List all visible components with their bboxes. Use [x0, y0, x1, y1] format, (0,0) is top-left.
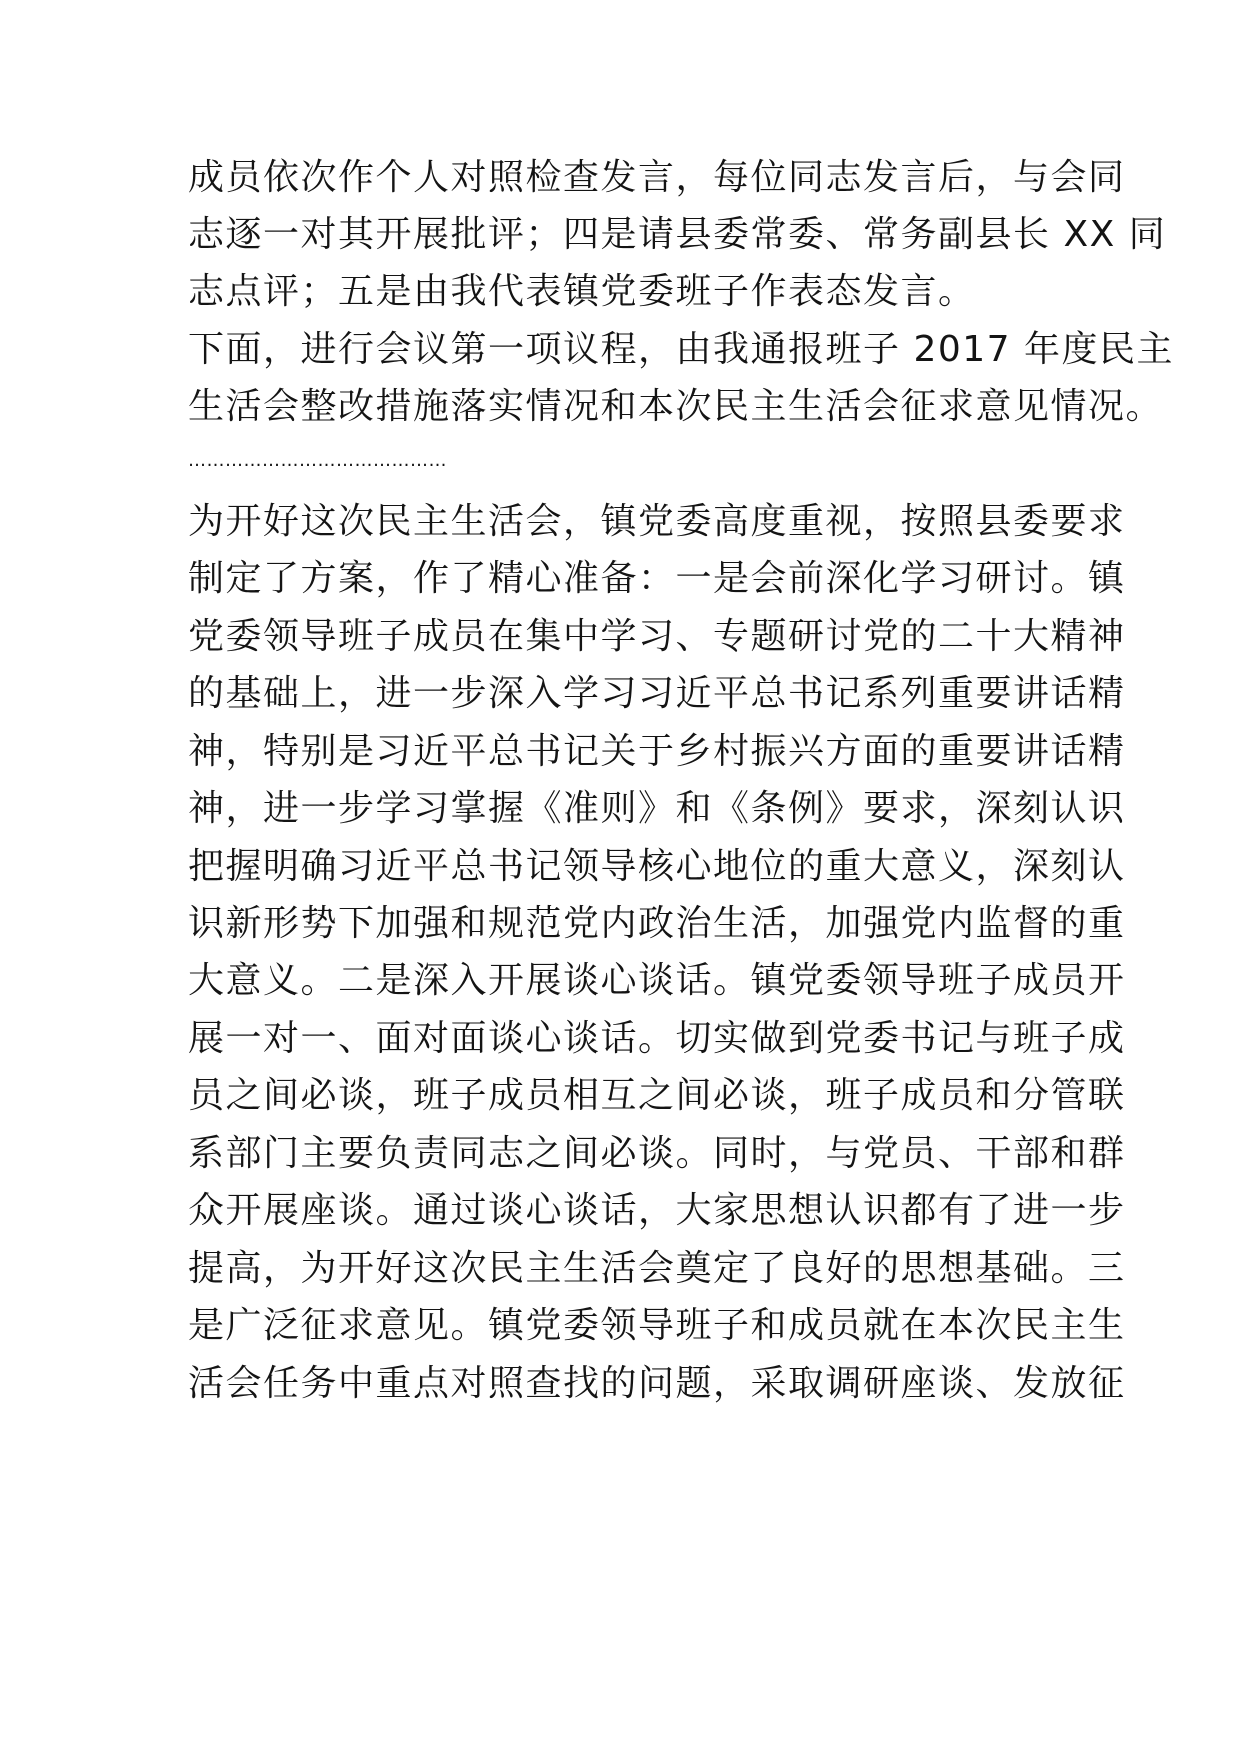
- text-line: 党委领导班子成员在集中学习、专题研讨党的二十大精神: [188, 616, 1126, 657]
- text-line: 为开好这次民主生活会，镇党委高度重视，按照县委要求: [188, 501, 1126, 542]
- text-line: 生活会整改措施落实情况和本次民主生活会征求意见情况。: [188, 386, 1164, 427]
- text-line: 是广泛征求意见。镇党委领导班子和成员就在本次民主生: [188, 1305, 1126, 1346]
- text-line: 系部门主要负责同志之间必谈。同时，与党员、干部和群: [188, 1133, 1126, 1174]
- text-line: 员之间必谈，班子成员相互之间必谈，班子成员和分管联: [188, 1075, 1126, 1116]
- ellipsis-separator: ……………………………………: [188, 450, 447, 471]
- text-line: 识新形势下加强和规范党内政治生活，加强党内监督的重: [188, 903, 1126, 944]
- text-line: 志点评；五是由我代表镇党委班子作表态发言。: [188, 271, 976, 312]
- text-line: 大意义。二是深入开展谈心谈话。镇党委领导班子成员开: [188, 960, 1126, 1001]
- text-line: 把握明确习近平总书记领导核心地位的重大意义，深刻认: [188, 846, 1126, 887]
- text-line: 制定了方案，作了精心准备：一是会前深化学习研讨。镇: [188, 558, 1126, 599]
- text-line: 神，进一步学习掌握《准则》和《条例》要求，深刻认识: [188, 788, 1126, 829]
- text-line: 成员依次作个人对照检查发言，每位同志发言后，与会同: [188, 157, 1126, 198]
- text-line: 神，特别是习近平总书记关于乡村振兴方面的重要讲话精: [188, 731, 1126, 772]
- text-line: 活会任务中重点对照查找的问题，采取调研座谈、发放征: [188, 1363, 1126, 1404]
- text-line: 提高，为开好这次民主生活会奠定了良好的思想基础。三: [188, 1248, 1126, 1289]
- text-line: 志逐一对其开展批评；四是请县委常委、常务副县长 XX 同: [188, 214, 1167, 255]
- text-line: 的基础上，进一步深入学习习近平总书记系列重要讲话精: [188, 673, 1126, 714]
- text-line: 下面，进行会议第一项议程，由我通报班子 2017 年度民主: [188, 329, 1175, 370]
- text-line: 展一对一、面对面谈心谈话。切实做到党委书记与班子成: [188, 1018, 1126, 1059]
- text-line: 众开展座谈。通过谈心谈话，大家思想认识都有了进一步: [188, 1190, 1126, 1231]
